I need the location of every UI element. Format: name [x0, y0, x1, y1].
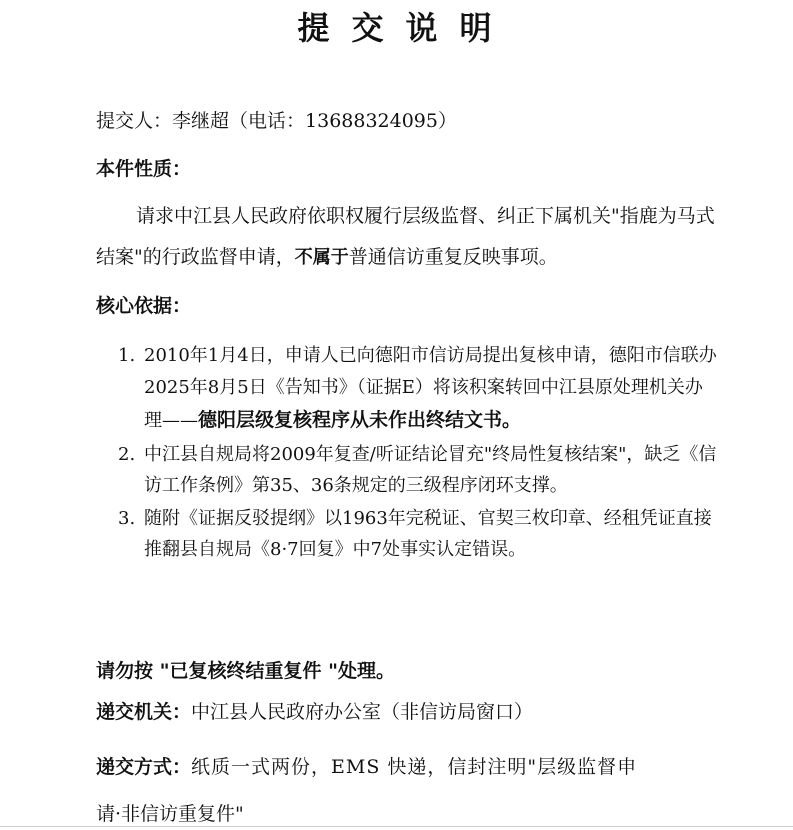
- recipient-value: 中江县人民政府办公室（非信访局窗口）: [191, 701, 534, 723]
- notice-line: 请勿按 "已复核终结重复件 "处理。: [96, 660, 396, 682]
- nature-paragraph: [96, 196, 716, 278]
- list-item-number: 3.: [118, 508, 136, 529]
- nature-heading: 本件性质：: [96, 158, 192, 180]
- basis-list: [118, 340, 718, 567]
- submitter-line: [96, 106, 457, 133]
- nature-text-before: 请求中江县人民政府依职权履行层级监督、纠正下属机关"指鹿为马式结案"的行政监督申请，: [96, 205, 715, 268]
- page-bottom-divider: [0, 826, 793, 827]
- list-item-number: 1.: [118, 345, 136, 366]
- recipient-line: [96, 697, 533, 724]
- list-item: [118, 503, 718, 565]
- submitter-label: 提交人：: [96, 110, 173, 132]
- nature-text-after: 普通信访重复反映事项。: [348, 246, 558, 268]
- submitter-value: 李继超（电话：13688324095）: [172, 110, 457, 132]
- method-value-line2: 请·非信访重复件": [96, 803, 244, 825]
- method-line: [96, 752, 637, 779]
- list-item: [118, 340, 718, 437]
- page-title: 提交说明: [297, 9, 514, 47]
- method-value-line1: 纸质一式两份，EMS 快递，信封注明"层级监督申: [191, 756, 638, 778]
- list-item-emphasis: 德阳层级复核程序从未作出终结文书。: [198, 409, 522, 431]
- basis-heading: 核心依据：: [96, 295, 192, 317]
- list-item: [118, 439, 718, 501]
- nature-emphasis: 不属于: [294, 247, 349, 268]
- method-label: 递交方式：: [96, 756, 192, 778]
- list-item-text: 中江县自规局将2009年复查/听证结论冒充"终局性复核结案"，缺乏《信访工作条例》第35、36条规定的三级程序闭环支撑。: [144, 444, 717, 496]
- recipient-label: 递交机关：: [96, 701, 192, 723]
- list-item-text: 随附《证据反驳提纲》以1963年完税证、官契三枚印章、经租凭证直接推翻县自规局《8·7回复》中7处事实认定错误。: [144, 508, 712, 560]
- list-item-text: 2010年1月4日，申请人已向德阳市信访局提出复核申请，德阳市信联办2025年8月5日《告知书》（证据E）将该积案转回中江县原处理机关办理——: [144, 345, 717, 431]
- list-item-number: 2.: [118, 444, 136, 465]
